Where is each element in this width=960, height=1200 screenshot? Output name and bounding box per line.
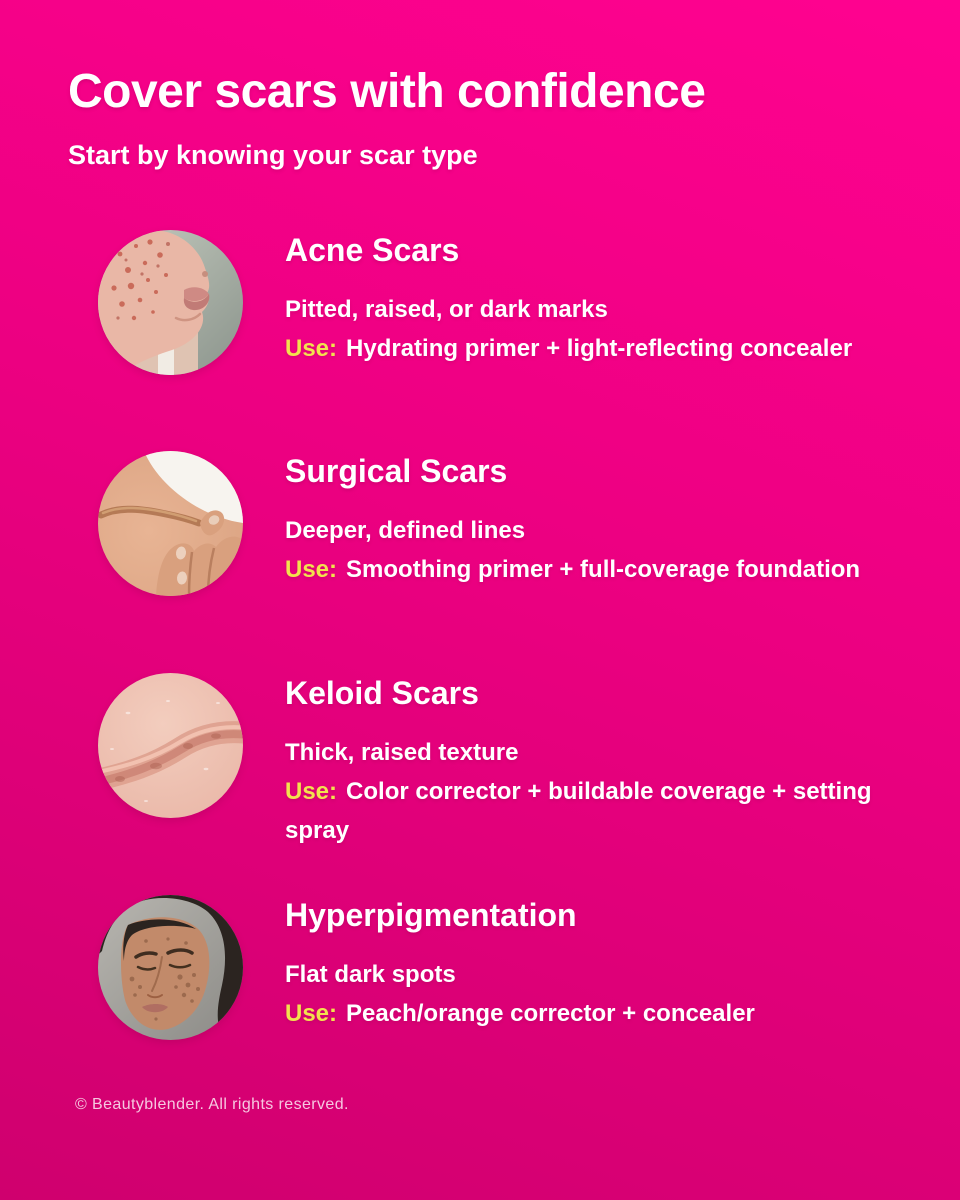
- section-acne-scars: [98, 230, 885, 375]
- section-description: Thick, raised texture: [285, 739, 519, 766]
- section-description: Pitted, raised, or dark marks: [285, 296, 608, 323]
- acne-scars-photo: [98, 230, 243, 375]
- surgical-scars-photo: [98, 451, 243, 596]
- section-description: Deeper, defined lines: [285, 517, 526, 544]
- section-heading: Acne Scars: [285, 232, 460, 268]
- use-text: Hydrating primer + light-reflecting concealer: [346, 335, 853, 362]
- page-subtitle: Start by knowing your scar type: [68, 140, 478, 170]
- section-keloid-scars: [98, 673, 885, 850]
- section-text-hyperpigmentation: [285, 895, 885, 1033]
- section-surgical-scars: [98, 451, 885, 596]
- keloid-scars-photo: [98, 673, 243, 818]
- acne-scars-photo: [98, 230, 243, 375]
- section-heading: Hyperpigmentation: [285, 897, 577, 933]
- copyright-notice: © Beautyblender. All rights reserved.: [75, 1096, 349, 1113]
- hyperpigmentation-photo: [98, 895, 243, 1040]
- section-text-acne-scars: [285, 230, 885, 368]
- section-heading: Keloid Scars: [285, 675, 479, 711]
- use-label: Use:: [285, 556, 338, 583]
- use-label: Use:: [285, 778, 338, 805]
- section-description: Flat dark spots: [285, 961, 456, 988]
- use-text: Color corrector + buildable coverage + setting spray: [285, 778, 872, 844]
- section-text-keloid-scars: [285, 673, 885, 850]
- section-heading: Surgical Scars: [285, 453, 508, 489]
- section-body: [285, 733, 885, 850]
- use-label: Use:: [285, 1000, 338, 1027]
- section-body: [285, 290, 885, 368]
- section-hyperpigmentation: [98, 895, 885, 1040]
- section-text-surgical-scars: [285, 451, 885, 589]
- use-text: Peach/orange corrector + concealer: [346, 1000, 755, 1027]
- hyperpigmentation-photo: [98, 895, 243, 1040]
- keloid-scars-photo: [98, 673, 243, 818]
- use-label: Use:: [285, 335, 338, 362]
- page-title: Cover scars with confidence: [68, 65, 706, 118]
- surgical-scars-photo: [98, 451, 243, 596]
- section-body: [285, 511, 885, 589]
- section-body: [285, 955, 885, 1033]
- use-text: Smoothing primer + full-coverage foundation: [346, 556, 861, 583]
